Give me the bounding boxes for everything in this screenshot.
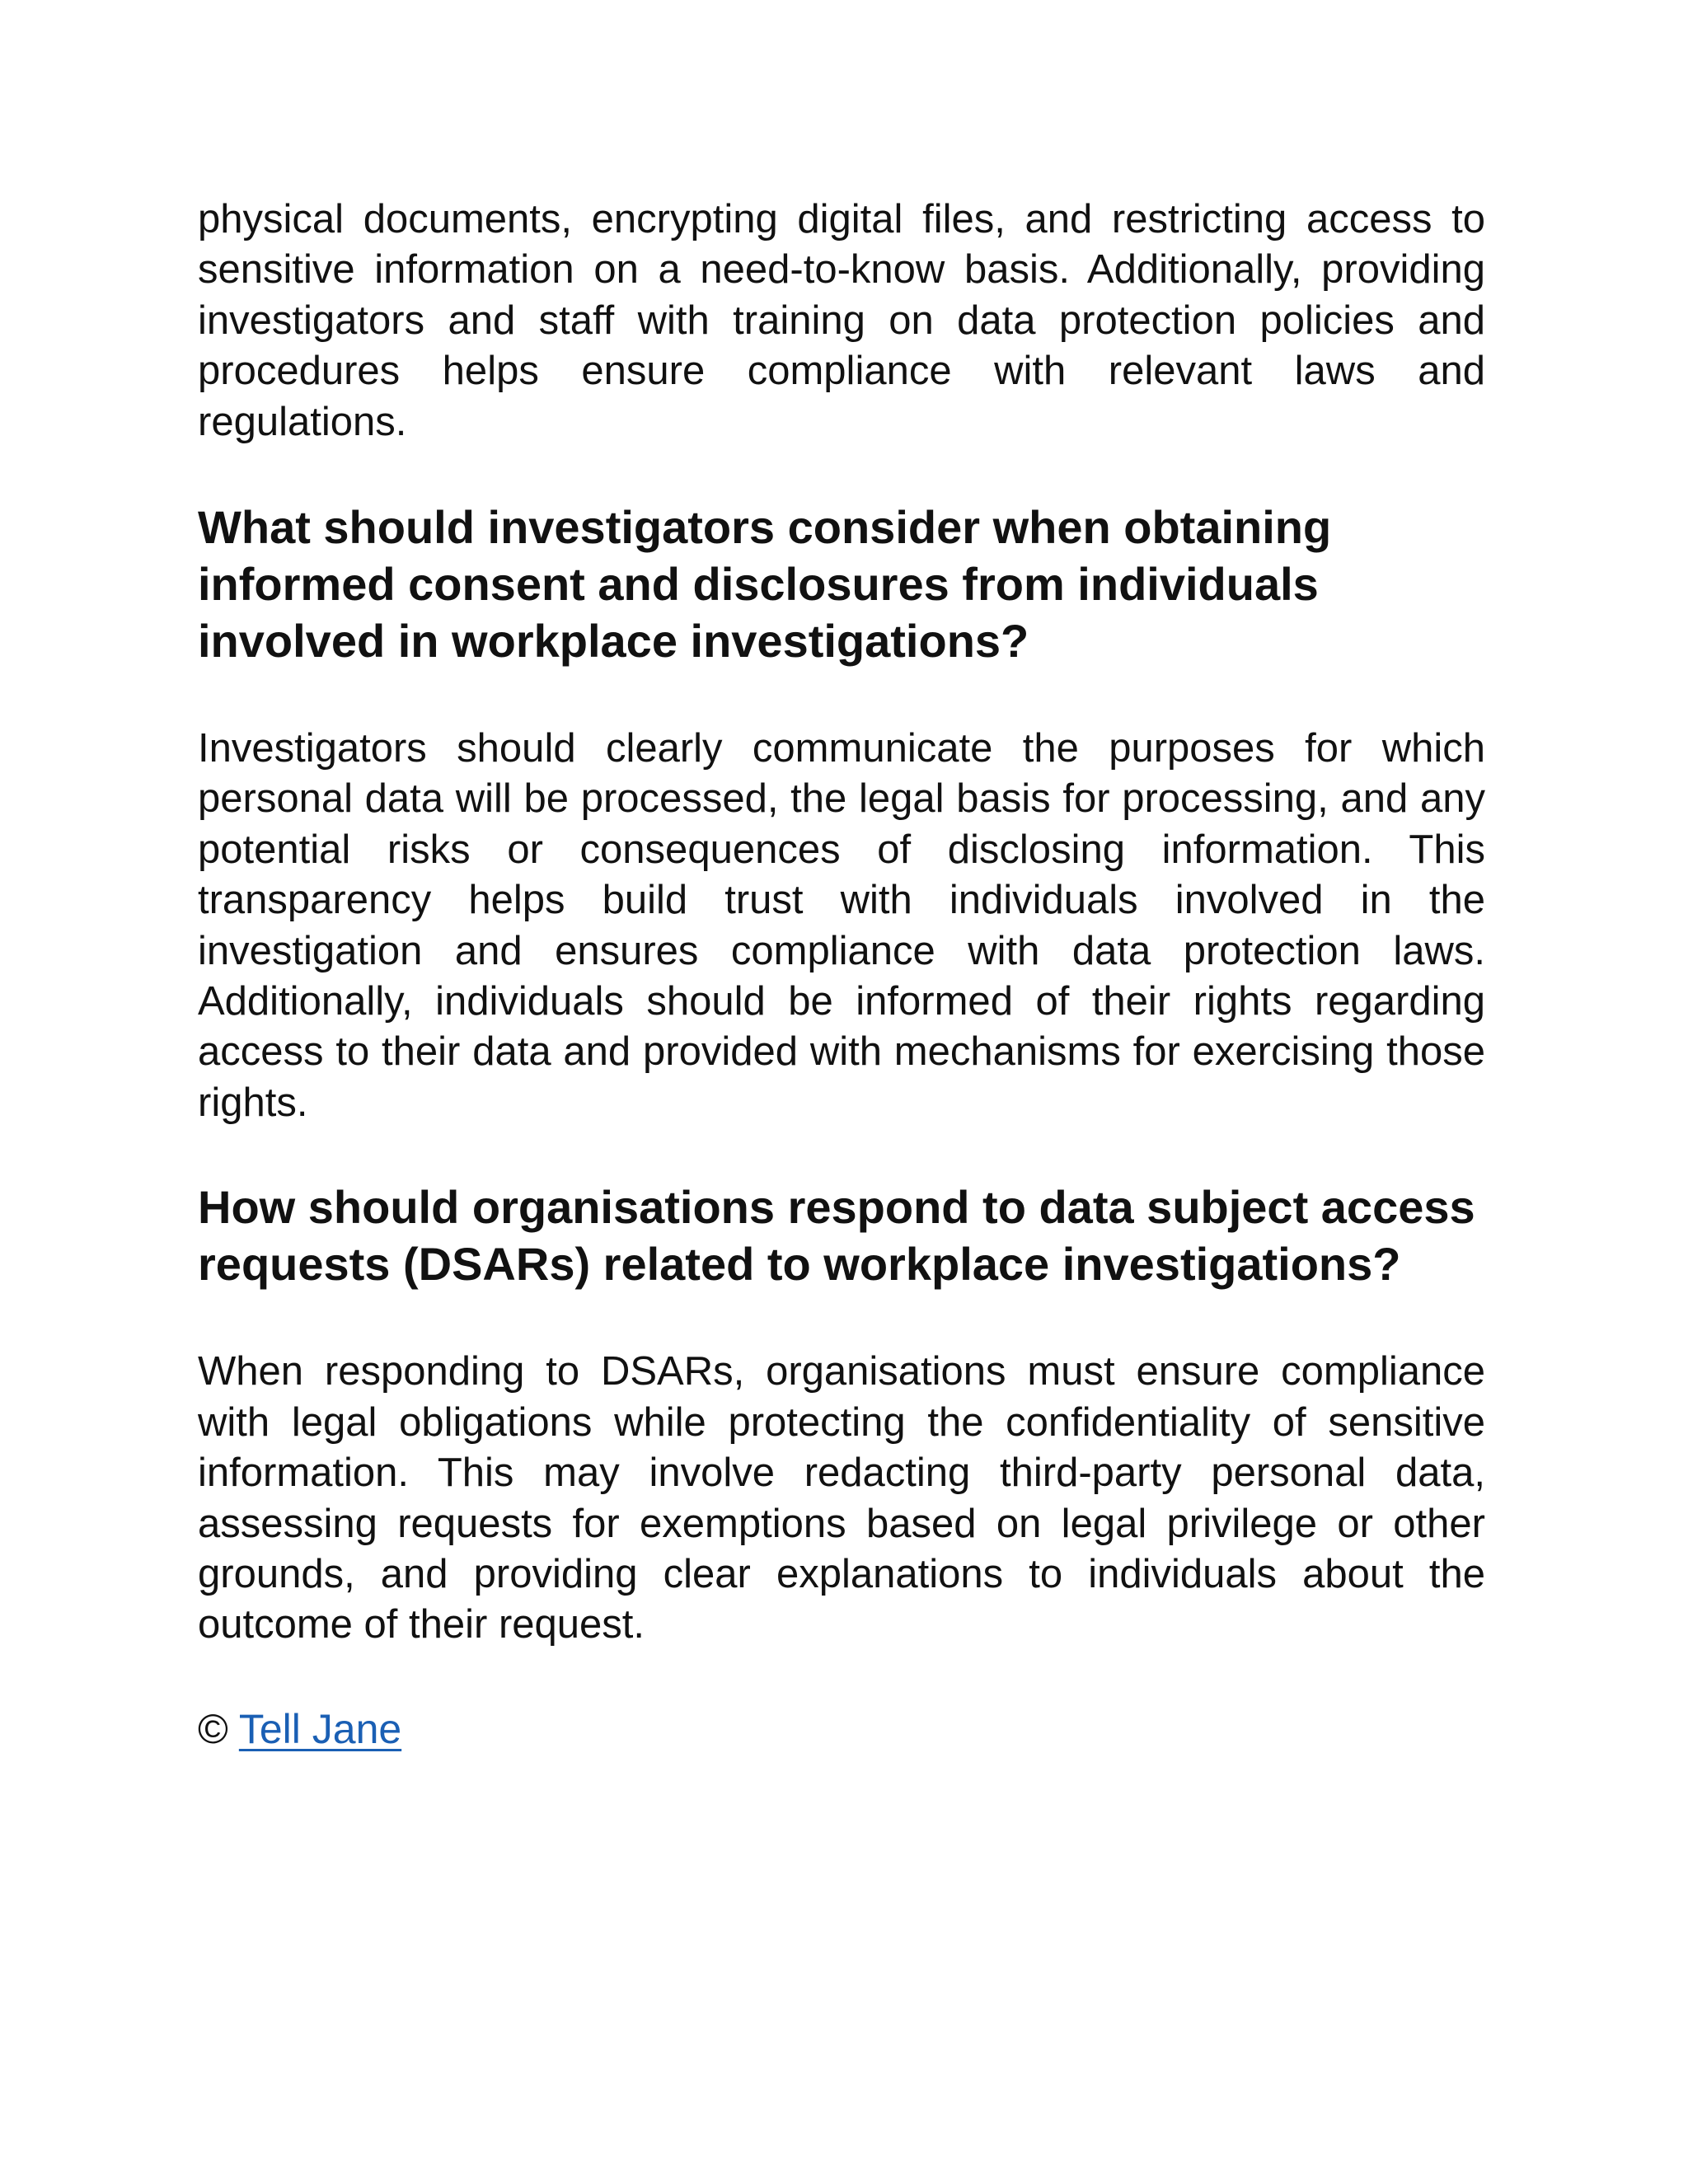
heading-informed-consent: What should investigators consider when obtaining informed consent and disclosures from individuals involved in workplace investigations? — [198, 501, 1332, 668]
document-page — [198, 194, 1485, 1755]
heading-dsar-response: How should organisations respond to data subject access requests (DSARs) related to workplace investigations? — [198, 1181, 1475, 1291]
copyright-symbol: © — [198, 1705, 228, 1752]
paragraph-informed-consent: Investigators should clearly communicate the purposes for which personal data will be processed, the legal basis for processing, and any potential risks or consequences of disclosing information. This transparency helps build trust with individuals involved in the investigation and ensures compliance with data protection laws. Additionally, individuals should be informed of their rights regarding access to their data and provided with mechanisms for exercising those rights. — [198, 726, 1485, 1125]
tell-jane-link[interactable]: Tell Jane — [238, 1705, 402, 1752]
paragraph-data-security: physical documents, encrypting digital files, and restricting access to sensitive information on a need-to-know basis. Additionally, providing investigators and staff with training on data protection policies and procedures helps ensure compliance with relevant laws and regulations. — [198, 197, 1485, 444]
paragraph-dsar-response: When responding to DSARs, organisations must ensure compliance with legal obligations while protecting the confidentiality of sensitive information. This may involve redacting third-party personal data, assessing requests for exemptions based on legal privilege or other grounds, and providing clear explanations to individuals about the outcome of their request. — [198, 1349, 1485, 1647]
copyright-footer — [198, 1704, 1485, 1755]
